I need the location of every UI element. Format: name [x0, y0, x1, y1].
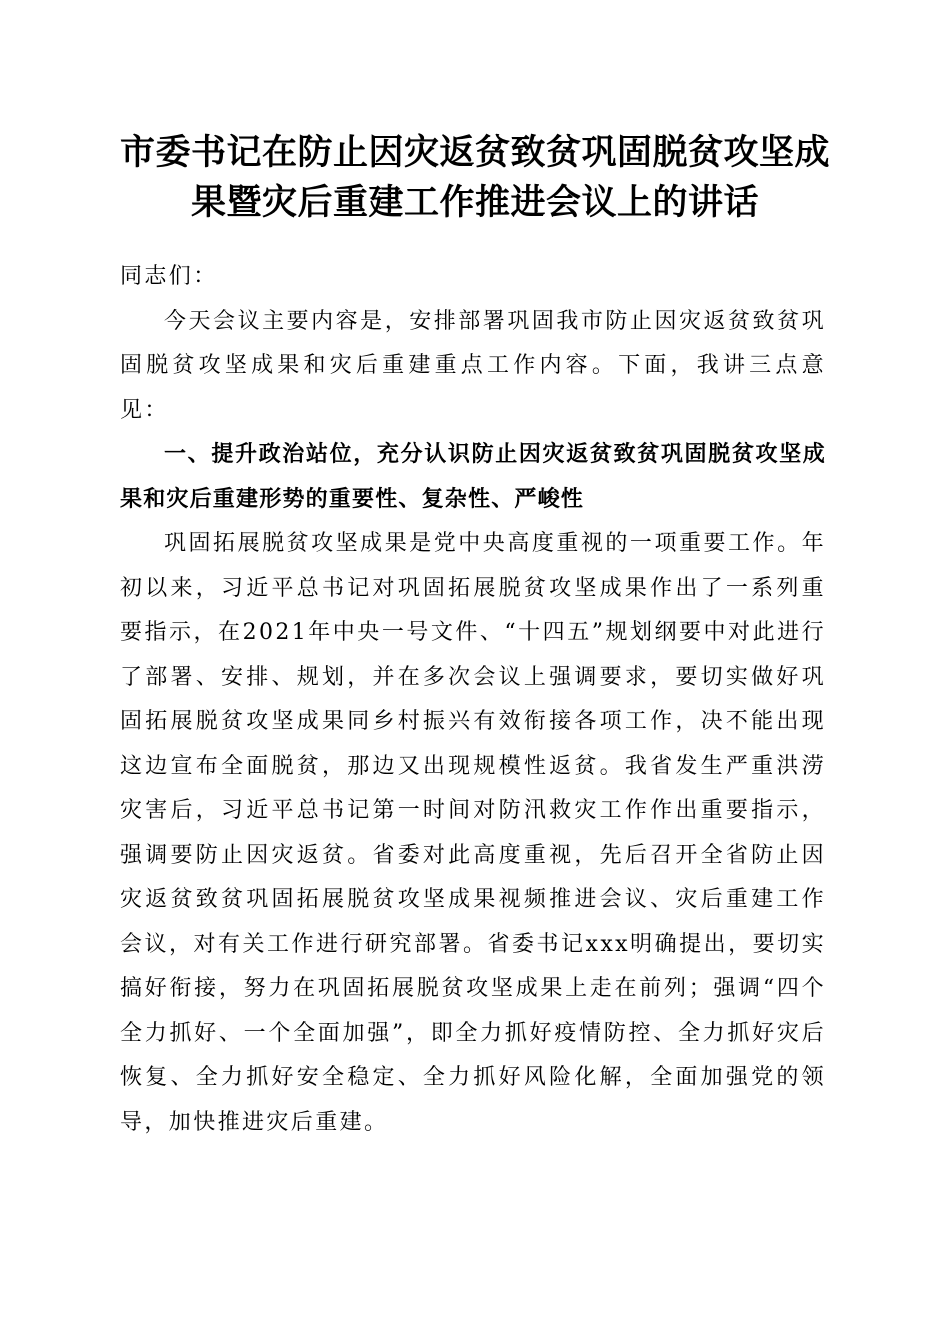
section-1-paragraph: 巩固拓展脱贫攻坚成果是党中央高度重视的一项重要工作。年初以来，习近平总书记对巩固拓展脱贫攻坚成果作出了一系列重要指示，在2021年中央一号文件、“十四五”规划纲要中对此进行了部署、安排、规划，并在多次会议上强调要求，要切实做好巩固拓展脱贫攻坚成果同乡村振兴有效衔接各项工作，决不能出现这边宣布全面脱贫，那边又出现规模性返贫。我省发生严重洪涝灾害后，习近平总书记第一时间对防汛救灾工作作出重要指示，强调要防止因灾返贫。省委对此高度重视，先后召开全省防止因灾返贫致贫巩固拓展脱贫攻坚成果视频推进会议、灾后重建工作会议，对有关工作进行研究部署。省委书记xxx明确提出，要切实搞好衔接，努力在巩固拓展脱贫攻坚成果上走在前列；强调“四个全力抓好、一个全面加强”，即全力抓好疫情防控、全力抓好灾后恢复、全力抓好安全稳定、全力抓好风险化解，全面加强党的领导，加快推进灾后重建。 [120, 531, 826, 1135]
document-body [120, 255, 826, 1145]
document-title [100, 128, 850, 228]
title-line-2: 果暨灾后重建工作推进会议上的讲话 [190, 182, 759, 223]
salutation: 同志们： [120, 264, 218, 289]
intro-paragraph: 今天会议主要内容是，安排部署巩固我市防止因灾返贫致贫巩固脱贫攻坚成果和灾后重建重点工作内容。下面，我讲三点意见： [120, 308, 826, 423]
title-line-1: 市委书记在防止因灾返贫致贫巩固脱贫攻坚成 [119, 132, 830, 173]
section-heading-1: 一、提升政治站位，充分认识防止因灾返贫致贫巩固脱贫攻坚成果和灾后重建形势的重要性、复杂性、严峻性 [120, 442, 826, 512]
